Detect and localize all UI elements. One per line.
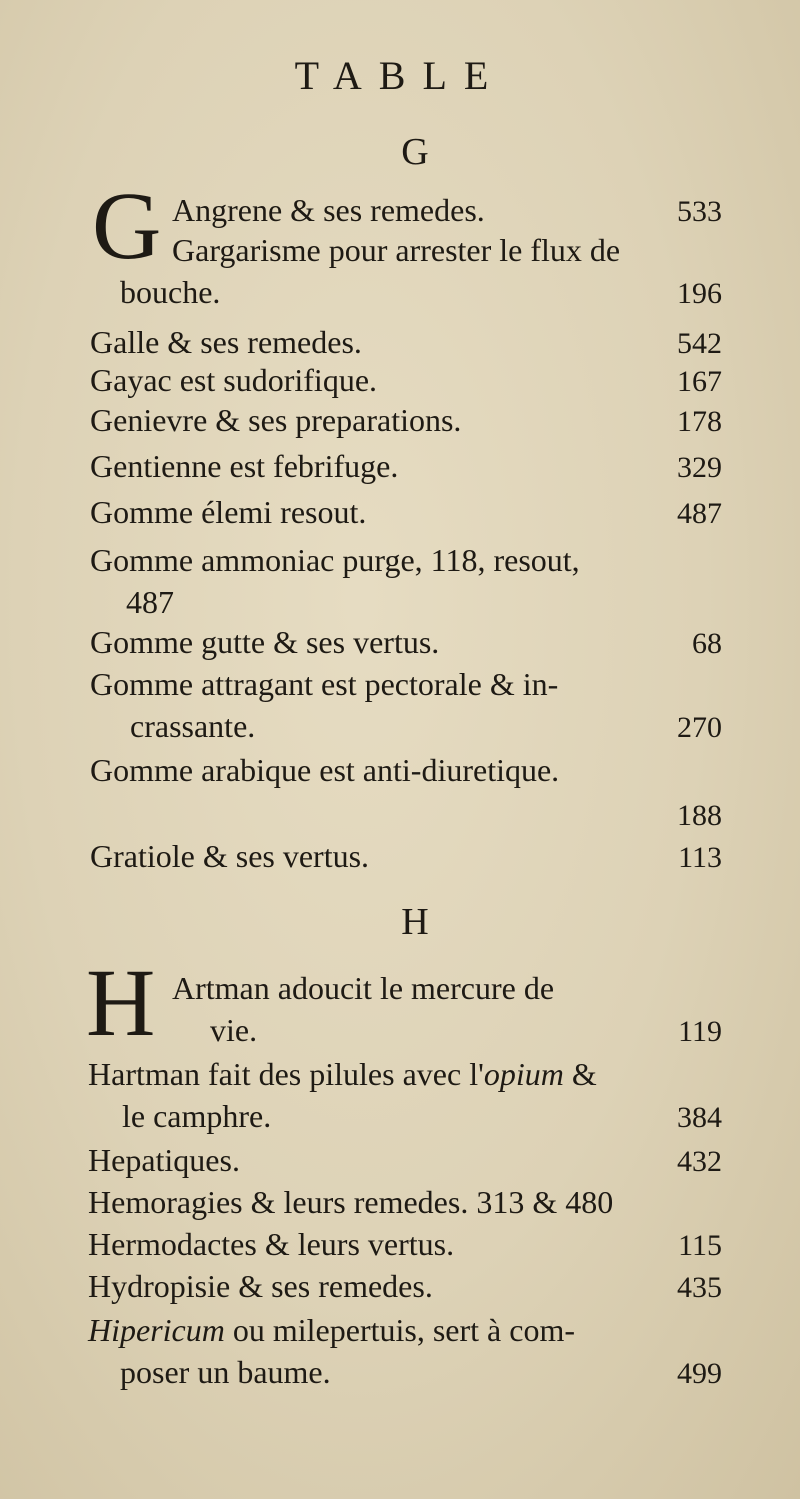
entry-text: Artman adoucit le mercure de: [172, 970, 555, 1006]
entry-text: Gomme arabique est anti-diuretique.: [90, 752, 560, 788]
entry-text-after: ou milepertuis, sert à com-: [224, 1312, 575, 1348]
entry-text: Gargarisme pour arrester le flux de: [172, 232, 621, 268]
page-header: TABLE: [294, 53, 506, 98]
entry-text-after: &: [563, 1056, 597, 1092]
entry-page: 533: [677, 195, 722, 228]
entry-text: [88, 1310, 575, 1350]
entry-text: Hydropisie & ses remedes.: [88, 1268, 433, 1304]
entry-page: 499: [677, 1357, 722, 1390]
entry-page: 113: [678, 841, 722, 874]
entry-text: poser un baume.: [120, 1354, 331, 1390]
entry-text: Hemoragies & leurs remedes. 313 & 480: [88, 1184, 614, 1220]
entry-page: 432: [677, 1145, 722, 1178]
entry-text: Gomme élemi resout.: [90, 494, 367, 530]
entry-text: Gomme ammoniac purge, 118, resout,: [90, 542, 580, 578]
entry-text: Hepatiques.: [88, 1142, 240, 1178]
entry-page: 487: [677, 497, 722, 530]
entry-text: Hermodactes & leurs vertus.: [88, 1226, 455, 1262]
entry-text: bouche.: [120, 274, 221, 310]
entry-page: 196: [677, 277, 722, 310]
entry-page: 115: [678, 1229, 722, 1262]
entry-text: [88, 1054, 597, 1094]
entry-page: 167: [677, 365, 722, 398]
entry-text: Galle & ses remedes.: [90, 324, 362, 360]
entry-page: 329: [677, 451, 722, 484]
dropcap-g: G: [92, 172, 162, 279]
entry-text: le camphre.: [122, 1098, 272, 1134]
entry-page: 188: [677, 799, 722, 832]
entry-text-main: Hartman fait des pilules avec l': [88, 1056, 484, 1092]
dropcap-h: H: [86, 949, 156, 1056]
entry-text: Gomme gutte & ses vertus.: [90, 624, 440, 660]
entry-text: Gentienne est febrifuge.: [90, 448, 399, 484]
entry-page: 178: [677, 405, 722, 438]
section-letter-h: H: [401, 901, 429, 943]
entry-page: 68: [692, 627, 722, 660]
entry-page: 119: [678, 1015, 722, 1048]
entry-text: 487: [126, 584, 174, 620]
entry-text: vie.: [210, 1012, 258, 1048]
entry-page: 435: [677, 1271, 722, 1304]
entry-text: crassante.: [130, 708, 256, 744]
entry-italic-word: Hipericum: [88, 1312, 225, 1348]
entry-text: Gayac est sudorifique.: [90, 362, 378, 398]
entry-text: Genievre & ses preparations.: [90, 402, 462, 438]
entry-text: Gomme attragant est pectorale & in-: [90, 666, 559, 702]
section-letter-g: G: [401, 131, 429, 173]
entry-page: 384: [677, 1101, 722, 1134]
entry-text: Angrene & ses remedes.: [172, 192, 485, 228]
entry-page: 542: [677, 327, 722, 360]
entry-text: Gratiole & ses vertus.: [90, 838, 370, 874]
entry-italic-word: opium: [483, 1056, 564, 1092]
entry-page: 270: [677, 711, 722, 744]
